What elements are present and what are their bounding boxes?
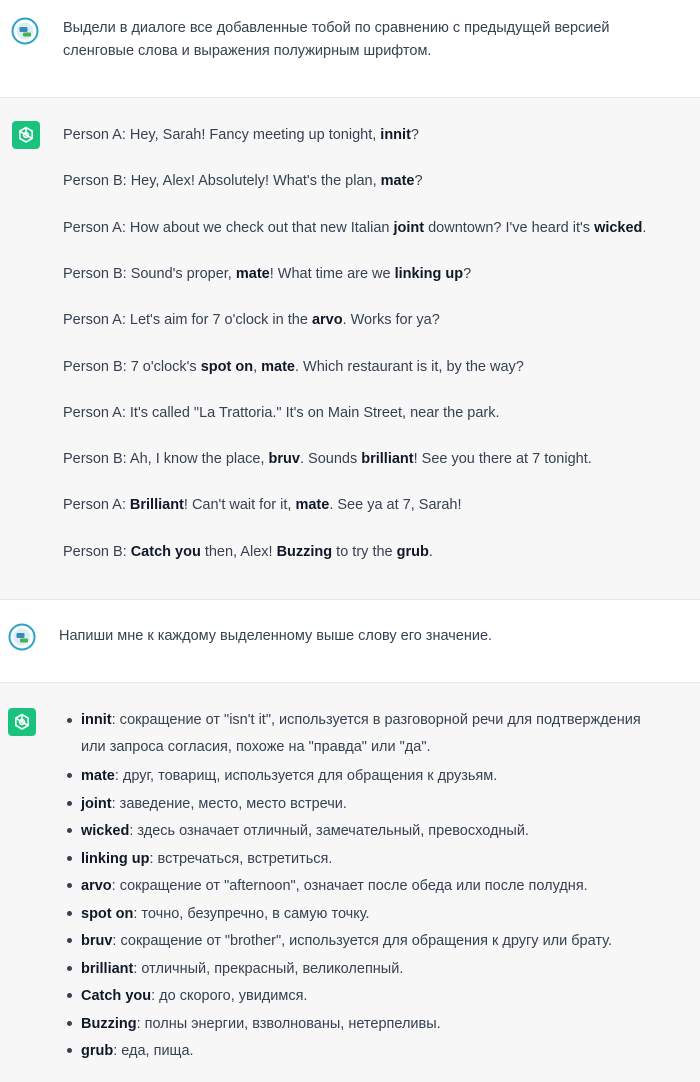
definition-text — [81, 849, 686, 869]
bullet-dot — [67, 993, 72, 998]
assistant-avatar — [12, 121, 40, 149]
message-line — [59, 626, 492, 646]
dialogue-line — [63, 403, 500, 423]
message-line — [63, 18, 610, 38]
text-run: . — [428, 544, 433, 560]
text-run: ? — [463, 266, 472, 282]
bullet-dot — [67, 773, 72, 778]
user-avatar — [8, 623, 36, 651]
definition-continued: или запроса согласия, похоже на "правда" или "да". — [81, 739, 431, 755]
slang-term: innit — [81, 712, 112, 728]
dialogue-line — [63, 264, 471, 284]
dialogue-line — [63, 310, 440, 330]
definition-text — [81, 931, 686, 951]
openai-logo-icon — [12, 712, 32, 732]
definition: : до скорого, увидимся. — [151, 988, 308, 1004]
definition: : еда, пища. — [113, 1043, 194, 1059]
slang-term: wicked — [594, 220, 643, 236]
user-message-1 — [0, 0, 700, 98]
openai-logo-icon — [16, 125, 36, 145]
dialogue-line — [63, 542, 433, 562]
definition-text — [81, 986, 686, 1006]
definition: : отличный, прекрасный, великолепный. — [133, 961, 404, 977]
slang-term: brilliant — [361, 451, 414, 467]
text-run: , — [253, 359, 262, 375]
bullet-dot — [67, 828, 72, 833]
slang-term: Buzzing — [81, 1016, 137, 1032]
dialogue-line — [63, 171, 423, 191]
text-run: Напиши мне к каждому выделенному выше слову его значение. — [59, 628, 493, 644]
bullet-dot — [67, 966, 72, 971]
definition: : здесь означает отличный, замечательный, превосходный. — [129, 823, 529, 839]
slang-term: grub — [396, 544, 429, 560]
definition: : сокращение от "brother", используется для обращения к другу или брату. — [112, 933, 612, 949]
bullet-dot — [67, 1021, 72, 1026]
slang-term: grub — [81, 1043, 114, 1059]
text-run: . Works for ya? — [342, 312, 440, 328]
text-run: downtown? I've heard it's — [424, 220, 595, 236]
slang-term: arvo — [311, 312, 343, 328]
slang-term: mate — [235, 266, 270, 282]
slang-term: linking up — [81, 851, 150, 867]
text-run: Person A: — [63, 497, 130, 513]
definition-text — [81, 876, 686, 896]
slang-term: Brilliant — [129, 497, 184, 513]
text-run: . — [642, 220, 647, 236]
bullet-dot — [67, 801, 72, 806]
bullet-dot — [67, 856, 72, 861]
text-run: to try the — [332, 544, 397, 560]
text-run: Person A: Hey, Sarah! Fancy meeting up tonight, — [63, 127, 381, 143]
bullet-dot — [67, 938, 72, 943]
assistant-message-2 — [0, 683, 700, 1082]
definition-text — [81, 766, 686, 786]
assistant-avatar — [8, 708, 36, 736]
bullet-dot — [67, 718, 72, 723]
text-run: ? — [414, 173, 423, 189]
slang-term: innit — [380, 127, 411, 143]
slang-term: mate — [380, 173, 415, 189]
user-avatar — [11, 17, 39, 45]
user-message-2-text — [59, 626, 686, 648]
dialogue-line — [63, 449, 592, 469]
text-run: . Sounds — [299, 451, 362, 467]
definition-text — [81, 1041, 686, 1061]
slang-term: bruv — [268, 451, 300, 467]
definition-text — [81, 707, 686, 761]
definition: : заведение, место, место встречи. — [111, 796, 347, 812]
slang-term: wicked — [81, 823, 130, 839]
text-run: Person B: Sound's proper, — [63, 266, 236, 282]
slang-term: mate — [261, 359, 295, 375]
dialogue-line — [63, 218, 646, 238]
user-avatar-icon — [8, 623, 36, 651]
message-line — [63, 41, 431, 61]
slang-term: Catch you — [130, 544, 201, 560]
definition-text — [81, 1014, 686, 1034]
definition: : друг, товарищ, используется для обращения к друзьям. — [114, 768, 498, 784]
bullet-dot — [67, 911, 72, 916]
slang-term: joint — [81, 796, 112, 812]
slang-term: linking up — [394, 266, 464, 282]
definition: : сокращение от "isn't it", используется в разговорной речи для подтверждения — [111, 712, 641, 728]
slang-term: mate — [295, 497, 330, 513]
bullet-dot — [67, 1048, 72, 1053]
slang-term: brilliant — [81, 961, 134, 977]
dialogue-line — [63, 495, 462, 515]
slang-term: mate — [81, 768, 115, 784]
text-run: . Which restaurant is it, by the way? — [295, 359, 524, 375]
definition-text — [81, 821, 686, 841]
text-run: Person A: How about we check out that new Italian — [63, 220, 394, 236]
definition: : сокращение от "afternoon", означает после обеда или после полудня. — [111, 878, 588, 894]
definition: : встречаться, встретиться. — [149, 851, 333, 867]
text-run: Person B: Hey, Alex! Absolutely! What's the plan, — [63, 173, 381, 189]
text-run: Person B: 7 o'clock's — [63, 359, 201, 375]
user-avatar-icon — [11, 17, 39, 45]
text-run: . See ya at 7, Sarah! — [329, 497, 462, 513]
dialogue-line — [63, 125, 419, 145]
text-run: Выдели в диалоге все добавленные тобой по сравнению с предыдущей версией — [63, 20, 610, 36]
definition: : точно, безупречно, в самую точку. — [133, 906, 370, 922]
slang-term: bruv — [81, 933, 113, 949]
definition-text — [81, 904, 686, 924]
text-run: ! See you there at 7 tonight. — [413, 451, 592, 467]
text-run: ! What time are we — [269, 266, 395, 282]
definition-text — [81, 794, 686, 814]
text-run: Person A: Let's aim for 7 o'clock in the — [63, 312, 312, 328]
text-run: ? — [410, 127, 419, 143]
user-message-1-text — [63, 18, 686, 62]
text-run: Person B: Ah, I know the place, — [63, 451, 269, 467]
slang-term: spot on — [200, 359, 254, 375]
definition: : полны энергии, взволнованы, нетерпеливы. — [136, 1016, 441, 1032]
slang-term: spot on — [81, 906, 134, 922]
slang-term: Buzzing — [276, 544, 333, 560]
assistant-message-1 — [0, 98, 700, 600]
text-run: ! Can't wait for it, — [183, 497, 296, 513]
dialogue-line — [63, 357, 524, 377]
text-run: Person A: It's called "La Trattoria." It's on Main Street, near the park. — [63, 405, 500, 421]
slang-term: arvo — [81, 878, 112, 894]
definitions-list-container — [64, 711, 686, 1071]
assistant-dialogue — [63, 125, 686, 585]
slang-term: Catch you — [81, 988, 152, 1004]
bullet-dot — [67, 883, 72, 888]
definition-text — [81, 959, 686, 979]
text-run: сленговые слова и выражения полужирным шрифтом. — [63, 43, 432, 59]
text-run: Person B: — [63, 544, 131, 560]
user-message-2 — [0, 600, 700, 683]
text-run: then, Alex! — [200, 544, 277, 560]
slang-term: joint — [393, 220, 425, 236]
